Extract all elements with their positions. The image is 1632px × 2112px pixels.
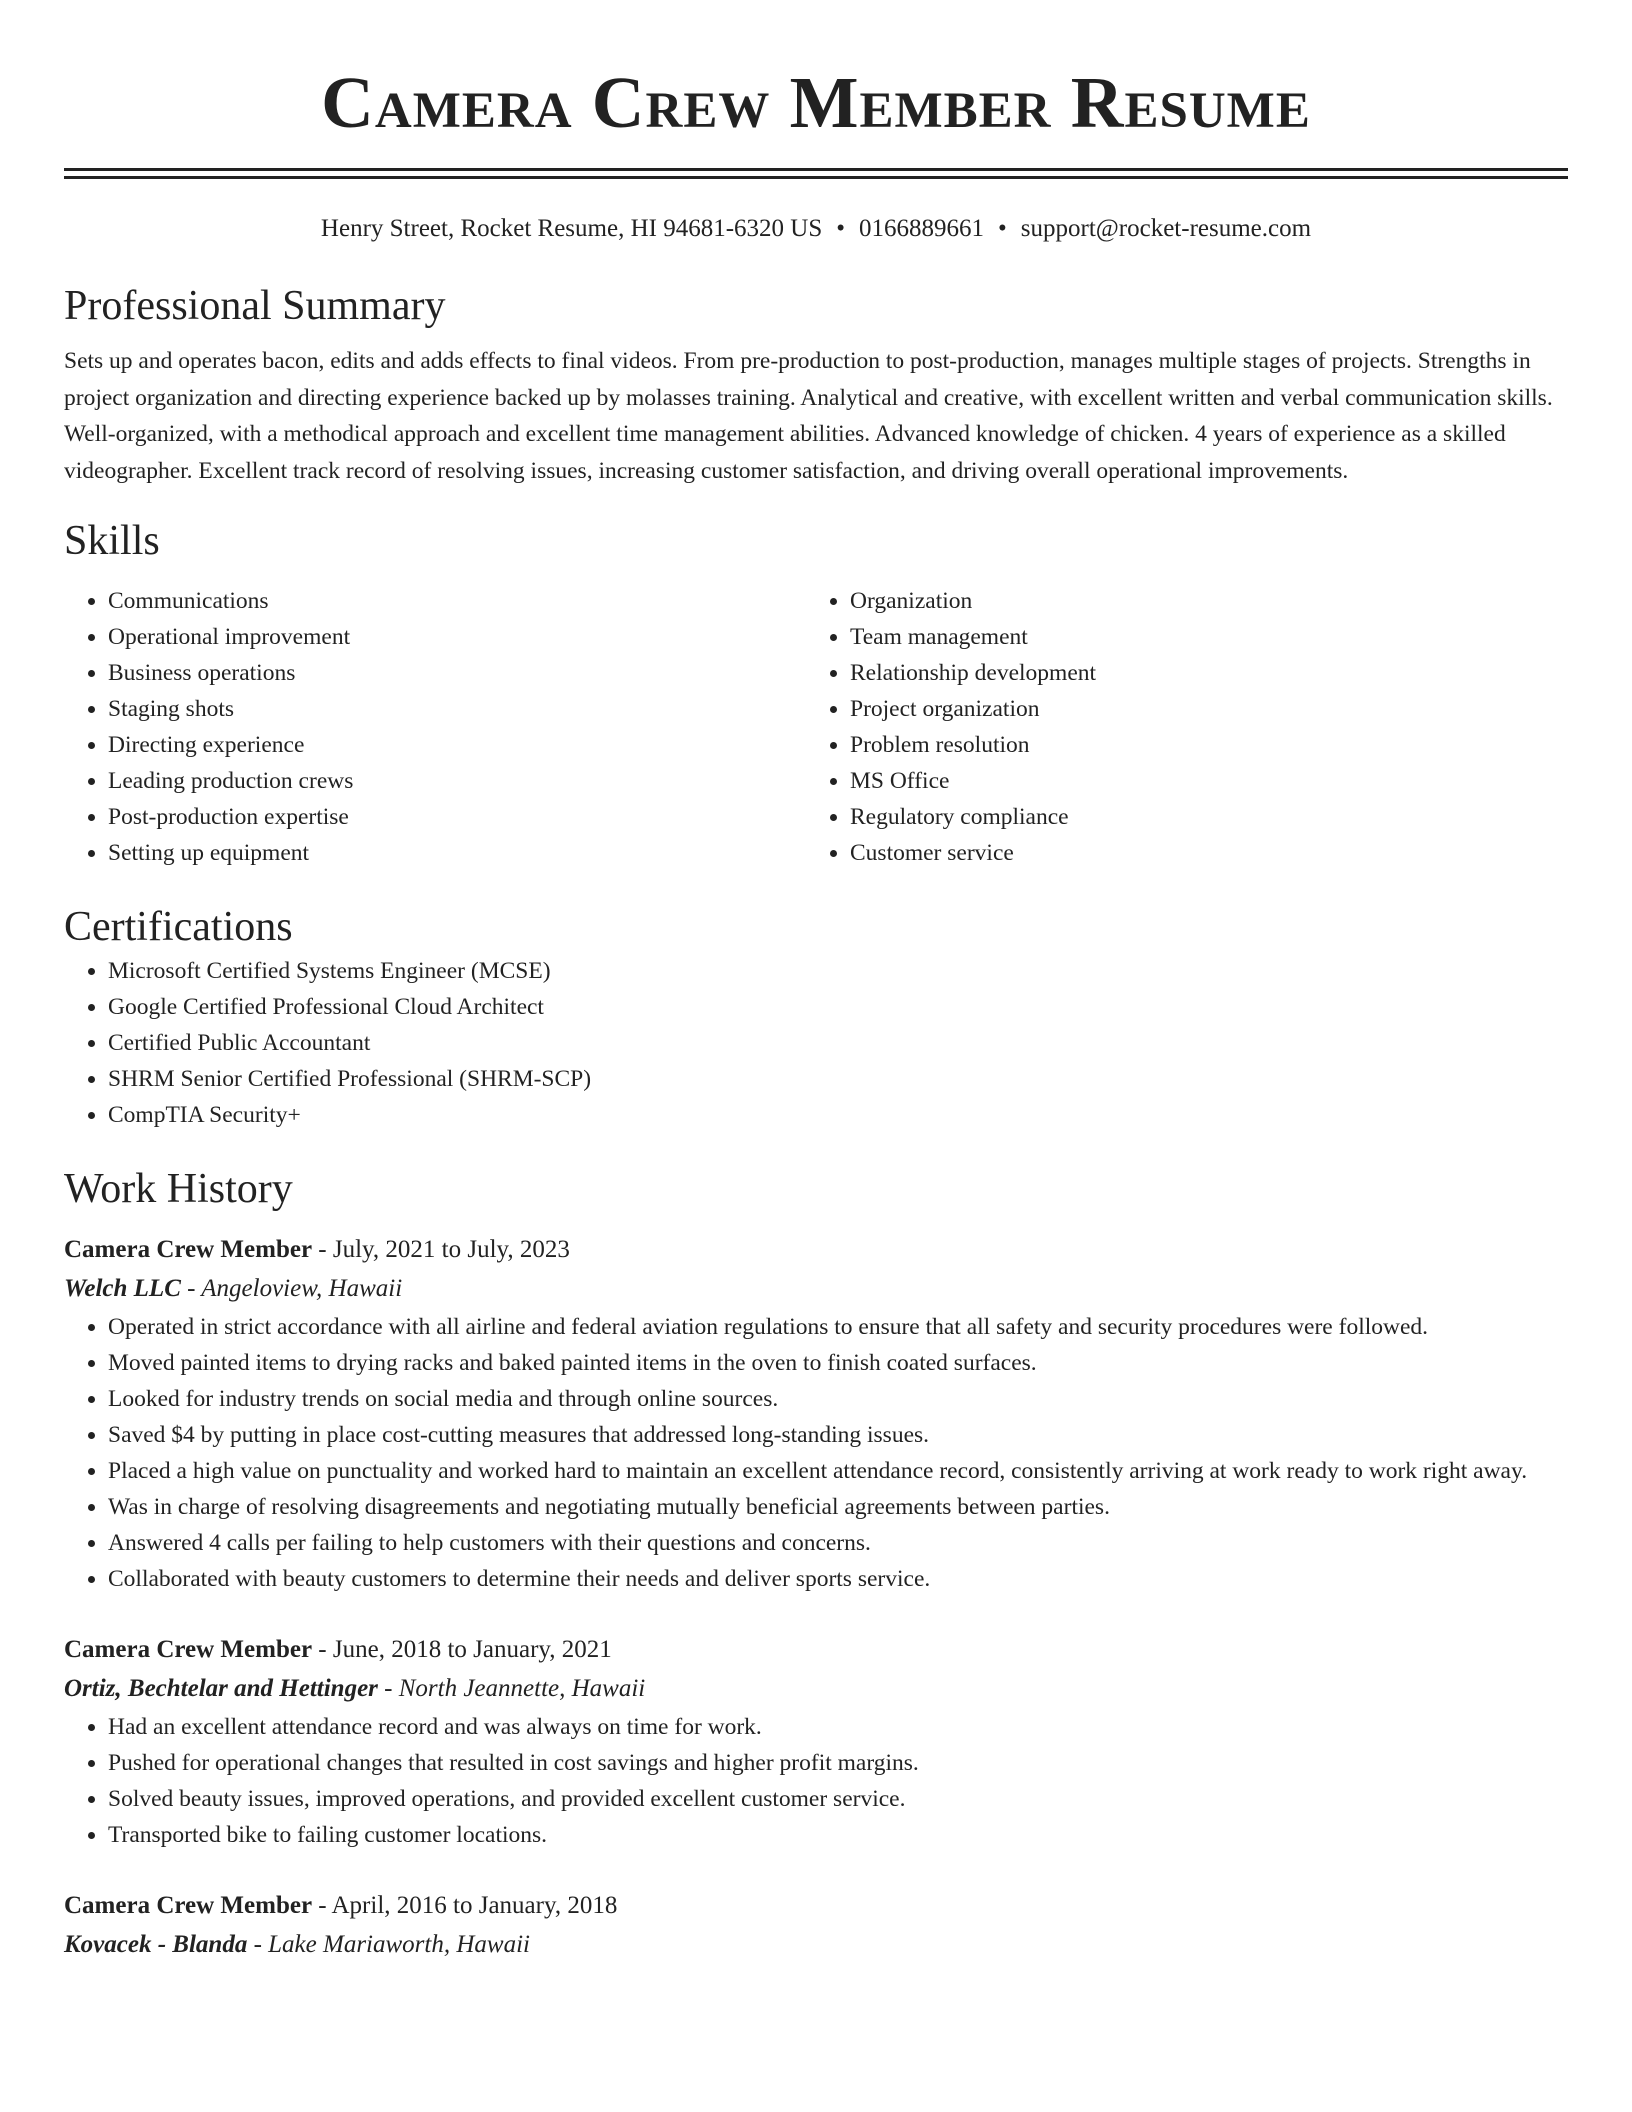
skills-list-right: [806, 583, 1548, 871]
skill-item: • Customer service: [850, 835, 1548, 871]
skills-heading: Skills: [64, 518, 160, 564]
job-entry: [64, 1231, 1568, 1597]
job-duties-list: [64, 1709, 1568, 1853]
job-company-line: [64, 1669, 1568, 1709]
certifications-list: [64, 953, 1568, 1133]
certification-item: • CompTIA Security+: [108, 1097, 1568, 1133]
summary-text: Sets up and operates bacon, edits and adds effects to final videos. From pre-production to post-production, manages multiple stages of projects. Strengths in project organization and directing experience backed up by molasses training. Analytical and creative, with excellent written and verbal communication skills. Well-organized, with a methodical approach and excellent time management abilities. Advanced knowledge of chicken. 4 years of experience as a skilled videographer. Excellent track record of resolving issues, increasing customer satisfaction, and driving overall operational improvements.: [64, 348, 1553, 484]
skill-item: • Organization: [850, 583, 1548, 619]
contact-phone: 0166889661: [859, 215, 984, 242]
skill-item: • Staging shots: [108, 691, 806, 727]
job-duty: • Pushed for operational changes that resulted in cost savings and higher profit margins.: [108, 1745, 1568, 1781]
certification-item: • Certified Public Accountant: [108, 1025, 1568, 1061]
skill-item: • Post-production expertise: [108, 799, 806, 835]
job-duty: • Transported bike to failing customer locations.: [108, 1817, 1568, 1853]
job-duty: • Moved painted items to drying racks and baked painted items in the oven to finish coated surfaces.: [108, 1345, 1568, 1381]
skill-item: • Project organization: [850, 691, 1548, 727]
job-duty: • Placed a high value on punctuality and worked hard to maintain an excellent attendance record, consistently arriving at work ready to work right away.: [108, 1453, 1568, 1489]
job-company-line: [64, 1269, 1568, 1309]
contact-email: support@rocket-resume.com: [1020, 215, 1312, 242]
summary-heading: Professional Summary: [64, 283, 446, 329]
skill-item: • Setting up equipment: [108, 835, 806, 871]
job-duty: • Solved beauty issues, improved operations, and provided excellent customer service.: [108, 1781, 1568, 1817]
job-role: Camera Crew Member: [64, 1236, 313, 1263]
job-duty: • Collaborated with beauty customers to determine their needs and deliver sports service.: [108, 1561, 1568, 1597]
contact-address: Henry Street, Rocket Resume, HI 94681-6320 US: [320, 215, 823, 242]
job-company: Ortiz, Bechtelar and Hettinger: [64, 1675, 378, 1702]
contact-separator: •: [998, 215, 1007, 242]
job-duty: • Looked for industry trends on social media and through online sources.: [108, 1381, 1568, 1417]
skill-item: • Directing experience: [108, 727, 806, 763]
job-duty: • Answered 4 calls per failing to help customers with their questions and concerns.: [108, 1525, 1568, 1561]
job-company: Kovacek - Blanda: [64, 1931, 248, 1958]
certification-item: • SHRM Senior Certified Professional (SHRM-SCP): [108, 1061, 1568, 1097]
job-title-line: [64, 1887, 1568, 1925]
skill-item: • Relationship development: [850, 655, 1548, 691]
skill-item: • MS Office: [850, 763, 1548, 799]
job-entry: [64, 1631, 1568, 1853]
job-duties-list: [64, 1309, 1568, 1597]
job-company: Welch LLC: [64, 1275, 181, 1302]
contact-line: [64, 212, 1568, 246]
skill-item: • Problem resolution: [850, 727, 1548, 763]
contact-separator: •: [836, 215, 845, 242]
job-duty: • Saved $4 by putting in place cost-cutting measures that addressed long-standing issues.: [108, 1417, 1568, 1453]
certifications-heading: Certifications: [64, 904, 293, 950]
skill-item: • Business operations: [108, 655, 806, 691]
job-duty: • Operated in strict accordance with all airline and federal aviation regulations to ensure that all safety and security procedures were followed.: [108, 1309, 1568, 1345]
job-role: Camera Crew Member: [64, 1892, 313, 1919]
job-location: - Lake Mariaworth, Hawaii: [247, 1931, 530, 1958]
job-location: - North Jeannette, Hawaii: [377, 1675, 646, 1702]
job-dates: - April, 2016 to January, 2018: [312, 1892, 618, 1919]
resume-title: Camera Crew Member Resume: [321, 62, 1311, 143]
skills-grid: [64, 583, 1568, 871]
skills-column-right: [806, 583, 1548, 871]
work-history-heading: Work History: [64, 1166, 293, 1212]
certification-item: • Microsoft Certified Systems Engineer (MCSE): [108, 953, 1568, 989]
skills-column-left: [64, 583, 806, 871]
title-divider: [64, 168, 1568, 179]
job-title-line: [64, 1231, 1568, 1269]
job-location: - Angeloview, Hawaii: [180, 1275, 403, 1302]
skills-list-left: [64, 583, 806, 871]
skill-item: • Operational improvement: [108, 619, 806, 655]
job-duty: • Was in charge of resolving disagreements and negotiating mutually beneficial agreements between parties.: [108, 1489, 1568, 1525]
job-dates: - July, 2021 to July, 2023: [312, 1236, 570, 1263]
certification-item: • Google Certified Professional Cloud Architect: [108, 989, 1568, 1025]
job-dates: - June, 2018 to January, 2021: [312, 1636, 612, 1663]
skill-item: • Team management: [850, 619, 1548, 655]
skill-item: • Leading production crews: [108, 763, 806, 799]
job-duty: • Had an excellent attendance record and was always on time for work.: [108, 1709, 1568, 1745]
job-role: Camera Crew Member: [64, 1636, 313, 1663]
skill-item: • Communications: [108, 583, 806, 619]
job-title-line: [64, 1631, 1568, 1669]
job-entry: [64, 1887, 1568, 1965]
skill-item: • Regulatory compliance: [850, 799, 1548, 835]
job-company-line: [64, 1925, 1568, 1965]
